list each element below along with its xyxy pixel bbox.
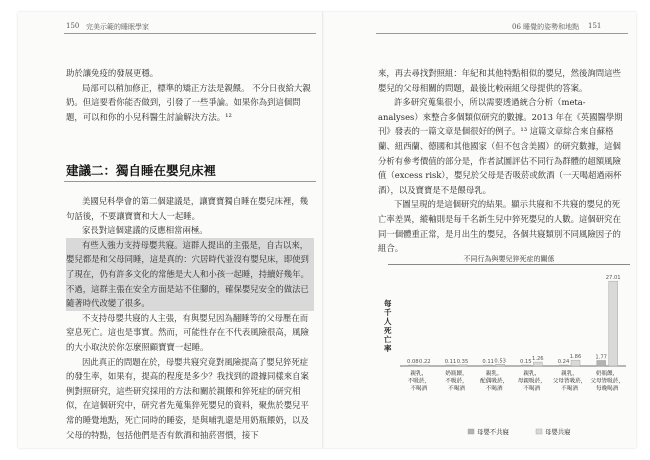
left-header-rule (64, 33, 316, 34)
paragraph: 美國兒科學會的第二個建議是，讓寶寶獨自睡在嬰兒床裡，幾句話後，不要讓寶寶和大人一起睡。 (66, 196, 309, 221)
category-label: 奶瓶餵，父母皆吸菸，每晚喝酒 (590, 371, 624, 392)
bar-value-label: 1.26 (532, 356, 544, 363)
section-rule (64, 181, 316, 182)
legend-swatch (468, 429, 474, 434)
bar (559, 365, 568, 366)
bar-value-label: 1.86 (569, 354, 582, 361)
bar (496, 364, 505, 366)
bar-value-label: 0.11 (482, 359, 494, 365)
category-label: 親乳，配偶吸菸，不喝酒 (480, 371, 509, 392)
left-page-number: 150 (66, 22, 80, 30)
right-running-title: 06 睡覺的姿勢和地點 (512, 23, 580, 31)
right-page-number: 151 (588, 22, 602, 30)
bar (420, 365, 429, 366)
book-gutter (322, 12, 324, 448)
bar (597, 360, 606, 366)
paragraph: 下圖呈現的是這個研究的結果。顯示共寢和不共寢的嬰兒的死亡率差異，縱軸則是每千名新生兒中猝死嬰兒的人數。這個研究在同一個體重正常，是月出生的嬰兒，各個共寢類別不同風險因子的組合。 (378, 199, 621, 254)
paragraph: 助於讓免疫的發展更穩。 (66, 68, 159, 78)
paragraph: 來，再去尋找對照組：年紀和其他特點相似的嬰兒，然後詢問這些嬰兒的父母相關的問題，最後比較兩組父母提供的答案。 (378, 68, 621, 93)
left-body-bottom (66, 194, 314, 442)
bar-value-label: 0.35 (456, 358, 469, 365)
bar-value-label: 0.15 (520, 359, 532, 365)
bar-value-label: 0.22 (419, 359, 431, 365)
highlighted-paragraph: 有些人強力支持母嬰共寢。這群人提出的主張是，自古以來，嬰兒都是和父母同睡，這是真的：穴居時代並沒有嬰兒床，即使到了現在，仍有許多文化的常態是大人和小孩一起睡，持續好幾年。不過，這群主張在安全方面是站不住腳的，確保嬰兒安全的做法已隨著時代改變了很多。 (66, 238, 314, 311)
category-label: 親乳，父母皆吸菸，不喝酒 (552, 371, 587, 392)
left-body-top (66, 66, 314, 124)
section-heading: 建議二：獨自睡在嬰兒床裡 (66, 163, 217, 178)
category-label: 親乳，母親吸菸，不喝酒 (517, 371, 546, 392)
category-label: 奶瓶餵，不吸菸，不喝酒 (445, 371, 468, 392)
bar-value-label: 1.77 (595, 354, 607, 361)
bar (484, 365, 493, 366)
bar (408, 365, 417, 366)
bar-value-label: 0.53 (494, 358, 506, 365)
paragraph: 許多研究蒐集很小，所以需要透過統合分析（meta-analyses）來整合多個類似研究的數據。2013 年在《英國醫學期刊》發表的一篇文章是個很好的例子。¹³ 這篇文章綜合來自蘇格蘭、紐西蘭、德國和其他國家（但不包含美國）的研究數據，這個分析有參考價值的部分是，作者試圖評估不同行為群體的超額風險值（excess risk），嬰兒於父母是否吸菸或飲酒（一天喝超過兩杯酒），以及寶寶是不是餵母乳。 (378, 97, 623, 195)
right-header-rule (376, 33, 628, 34)
paragraph: 因此真正的問題在於，母嬰共寢究竟對風險提高了嬰兒猝死症的發生率，如果有，提高的程度是多少？我找到的證據同樣來自案例對照研究，這些研究採用的方法和關於親餵和猝死症的研究相似，在這個研究中，研究者先蒐集猝死嬰兒的資料，聚焦於嬰兒平常的睡覺地點，死亡同時的睡姿，是與哺乳還是用奶瓶餵奶，以及父母的特點，包括他們是否有飲酒和抽菸習慣，接下 (66, 356, 309, 440)
legend-label: 母嬰共寢 (545, 428, 571, 436)
left-running-title: 完美示範的睡眠學家 (86, 23, 149, 31)
bar (446, 365, 455, 366)
paragraph: 局部可以稍加修正，標準的矯正方法是親餵。 不分日夜給大親奶。但這要看你能否做到，引發了一些爭論。如果你為到這個問題，可以和你的小兒科醫生討論解決方法。¹² (66, 82, 311, 122)
bar (458, 365, 467, 366)
legend-label: 母嬰不共寢 (477, 428, 509, 436)
bar (533, 362, 542, 366)
bar (571, 360, 580, 366)
bar (521, 365, 530, 366)
y-axis-label: 每千人死亡率 (384, 299, 392, 353)
bar-value-label: 0.11 (444, 359, 457, 365)
paragraph: 家長對這個建議的反應相當兩極。 (82, 225, 208, 236)
bar-chart (376, 266, 632, 446)
figure-title: 不同行為與嬰兒猝死症的關係 (463, 255, 555, 263)
bar-value-label: 0.24 (557, 359, 570, 365)
right-body (378, 66, 626, 256)
paragraph: 不支持母嬰共寢的人主張，有與嬰兒因為翻睡等的父母壓在而窒息死亡。這也是事實。然而，可能性存在不代表風險很高，風險的大小取決於你怎麼照顧寶寶一起睡。 (66, 312, 309, 352)
bar (609, 281, 618, 366)
bar-value-label: 27.01 (605, 275, 621, 282)
bar-value-label: 0.08 (407, 359, 419, 365)
category-label: 親乳，不吸菸，不喝酒 (407, 371, 431, 392)
figure-rule (388, 264, 630, 265)
legend-swatch (536, 429, 542, 434)
